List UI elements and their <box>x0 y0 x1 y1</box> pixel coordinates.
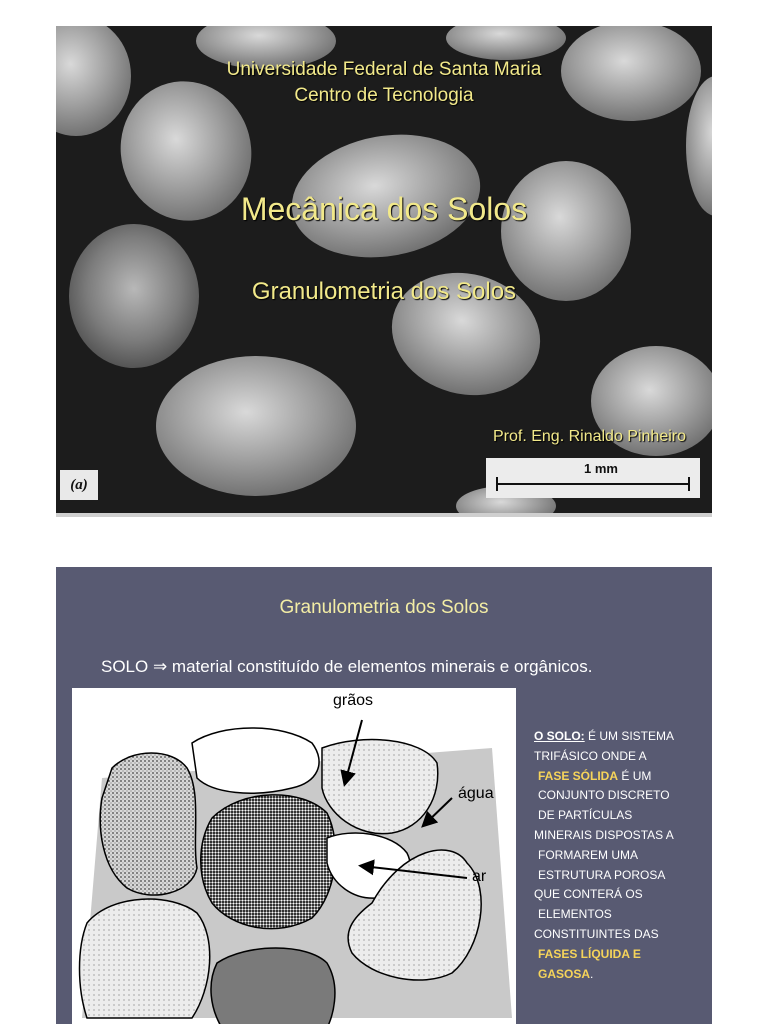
scale-bar-label: 1 mm <box>584 461 618 476</box>
scale-bar-tick-left <box>496 477 498 491</box>
title-slide <box>56 26 712 517</box>
desc-line: É UM <box>618 768 652 783</box>
desc-line: TRIFÁSICO ONDE A <box>534 748 647 763</box>
desc-highlight: FASES LÍQUIDA E <box>538 946 641 961</box>
desc-line: É UM SISTEMA <box>584 729 675 743</box>
scale-bar-line <box>496 483 690 485</box>
desc-heading: O SOLO: <box>534 729 585 743</box>
desc-line: FORMAREM UMA <box>538 847 638 862</box>
desc-line: ESTRUTURA POROSA <box>538 867 666 882</box>
desc-line: ELEMENTOS <box>538 907 612 922</box>
scale-bar <box>486 458 700 498</box>
slide-subtitle: Granulometria dos Solos <box>251 278 517 305</box>
desc-highlight: GASOSA <box>538 966 591 981</box>
label-water: água <box>458 785 494 802</box>
soil-description <box>534 727 704 984</box>
desc-line: DE PARTÍCULAS <box>538 808 633 823</box>
desc-line: CONJUNTO DISCRETO <box>538 788 670 803</box>
center-name: Centro de Tecnologia <box>294 85 474 106</box>
desc-line: CONSTITUINTES DAS <box>534 926 659 941</box>
soil-phases-diagram <box>72 688 516 1024</box>
slide-title: Mecânica dos Solos <box>240 191 528 227</box>
desc-line: . <box>590 966 594 981</box>
label-grains: grãos <box>333 692 374 709</box>
label-air: ar <box>472 868 487 885</box>
desc-line: MINERAIS DISPOSTAS A <box>534 827 674 842</box>
panel-label: (a) <box>60 470 98 500</box>
scale-bar-tick-right <box>688 477 690 491</box>
soil-grains-drawing <box>72 688 516 1024</box>
slide-title: Granulometria dos Solos <box>279 597 489 618</box>
university-name: Universidade Federal de Santa Maria <box>226 59 542 80</box>
professor-name: Prof. Eng. Rinaldo Pinheiro <box>493 428 686 445</box>
desc-line: QUE CONTERÁ OS <box>534 887 643 902</box>
desc-highlight: FASE SÓLIDA <box>538 768 619 783</box>
content-slide <box>56 567 712 1024</box>
solo-definition: SOLO ⇒ material constituído de elementos minerais e orgânicos. <box>101 657 593 676</box>
